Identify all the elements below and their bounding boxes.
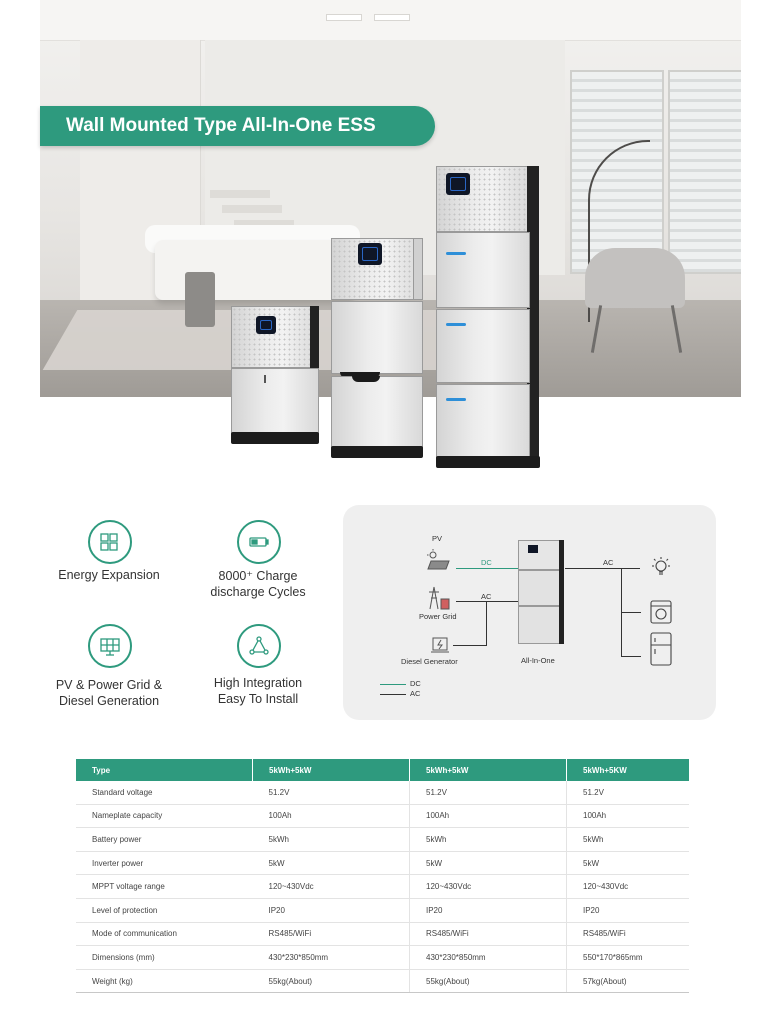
power-grid-label: Power Grid bbox=[419, 612, 457, 621]
spec-label-cell: Weight (kg) bbox=[76, 969, 253, 993]
ac-output-line bbox=[621, 612, 641, 613]
feature-integration bbox=[178, 675, 338, 707]
handle-icon bbox=[264, 375, 266, 383]
all-in-one-label: All-In-One bbox=[521, 656, 555, 665]
inverter-module bbox=[231, 306, 319, 368]
spec-value-cell: IP20 bbox=[253, 898, 410, 922]
feature-energy-expansion bbox=[29, 567, 189, 583]
display-screen-icon bbox=[256, 316, 276, 334]
light-bulb-icon bbox=[649, 555, 673, 584]
spec-value-cell: IP20 bbox=[410, 898, 567, 922]
battery-module bbox=[231, 368, 319, 434]
spec-label-cell: Nameplate capacity bbox=[76, 804, 253, 828]
side-table bbox=[185, 272, 215, 327]
spec-value-cell: RS485/WiFi bbox=[567, 922, 690, 946]
solar-panel-icon bbox=[88, 624, 132, 668]
ceiling bbox=[40, 0, 741, 41]
legend-dc-label: DC bbox=[410, 679, 421, 688]
table-header-cell: 5kWh+5kW bbox=[410, 759, 567, 781]
spec-label-cell: Mode of communication bbox=[76, 922, 253, 946]
spec-value-cell: 5kW bbox=[567, 851, 690, 875]
spec-label-cell: Inverter power bbox=[76, 851, 253, 875]
spec-value-cell: IP20 bbox=[567, 898, 690, 922]
spec-value-cell: 51.2V bbox=[410, 781, 567, 804]
spec-value-cell: 51.2V bbox=[567, 781, 690, 804]
ac-line bbox=[453, 645, 487, 646]
unit-base bbox=[331, 446, 423, 458]
status-led-icon bbox=[446, 398, 466, 401]
spec-value-cell: 55kg(About) bbox=[410, 969, 567, 993]
unit-base bbox=[231, 432, 319, 444]
spec-value-cell: 5kWh bbox=[410, 828, 567, 852]
battery-module bbox=[331, 301, 423, 374]
table-row bbox=[76, 898, 689, 922]
ac-output-label: AC bbox=[603, 558, 614, 567]
table-header-cell: Type bbox=[76, 759, 253, 781]
spec-value-cell: 57kg(About) bbox=[567, 969, 690, 993]
ac-output-line bbox=[621, 656, 641, 657]
spec-value-cell: 100Ah bbox=[567, 804, 690, 828]
washing-machine-icon bbox=[649, 599, 673, 630]
table-header-cell: 5kWh+5kW bbox=[253, 759, 410, 781]
spec-value-cell: RS485/WiFi bbox=[410, 922, 567, 946]
spec-value-cell: 51.2V bbox=[253, 781, 410, 804]
feature-label-line: 8000⁺ Charge bbox=[218, 569, 298, 583]
spec-value-cell: 120~430Vdc bbox=[567, 875, 690, 899]
handle-icon bbox=[352, 376, 380, 382]
feature-label-line: High Integration bbox=[213, 676, 303, 690]
display-screen-icon bbox=[446, 173, 470, 195]
spec-label-cell: MPPT voltage range bbox=[76, 875, 253, 899]
table-row bbox=[76, 946, 689, 970]
stair-step bbox=[222, 205, 282, 213]
spec-value-cell: 430*230*850mm bbox=[253, 946, 410, 970]
ac-grid-label: AC bbox=[481, 592, 492, 601]
battery-module bbox=[436, 232, 530, 308]
spec-label-cell: Dimensions (mm) bbox=[76, 946, 253, 970]
spec-value-cell: 120~430Vdc bbox=[253, 875, 410, 899]
spec-value-cell: 100Ah bbox=[253, 804, 410, 828]
spec-value-cell: 120~430Vdc bbox=[410, 875, 567, 899]
spec-table bbox=[76, 759, 689, 993]
feature-label-line: PV & Power Grid & bbox=[55, 678, 163, 692]
feature-label-line: Diesel Generation bbox=[58, 694, 160, 708]
ac-output-line bbox=[565, 568, 640, 569]
legend-ac-line bbox=[380, 694, 406, 695]
side-panel bbox=[413, 238, 423, 300]
spec-value-cell: 100Ah bbox=[410, 804, 567, 828]
feature-label-line: Energy Expansion bbox=[58, 568, 160, 582]
solar-panel-icon bbox=[425, 549, 451, 576]
spec-value-cell: 5kW bbox=[410, 851, 567, 875]
table-row bbox=[76, 875, 689, 899]
modules-expansion-icon bbox=[88, 520, 132, 564]
ac-line bbox=[456, 601, 518, 602]
spec-value-cell: 5kW bbox=[253, 851, 410, 875]
all-in-one-unit-icon bbox=[518, 540, 564, 645]
page-title: Wall Mounted Type All-In-One ESS bbox=[66, 115, 376, 136]
spec-value-cell: 550*170*865mm bbox=[567, 946, 690, 970]
legend-ac-label: AC bbox=[410, 689, 421, 698]
spec-label-cell: Standard voltage bbox=[76, 781, 253, 804]
title-banner bbox=[40, 106, 435, 146]
pv-label: PV bbox=[432, 534, 443, 543]
stair-step bbox=[210, 190, 270, 198]
legend-dc-line bbox=[380, 684, 406, 685]
spec-value-cell: 55kg(About) bbox=[253, 969, 410, 993]
spec-value-cell: 5kWh bbox=[567, 828, 690, 852]
battery-module bbox=[436, 384, 530, 458]
spec-value-cell: RS485/WiFi bbox=[253, 922, 410, 946]
dc-label: DC bbox=[481, 558, 492, 567]
status-led-icon bbox=[446, 323, 466, 326]
table-row bbox=[76, 828, 689, 852]
table-header-row bbox=[76, 759, 689, 781]
spec-value-cell: 5kWh bbox=[253, 828, 410, 852]
table-row bbox=[76, 851, 689, 875]
dc-line bbox=[456, 568, 518, 569]
status-led-icon bbox=[446, 252, 466, 255]
feature-label-line: Easy To Install bbox=[217, 692, 299, 706]
battery-charge-icon bbox=[237, 520, 281, 564]
ceiling-light bbox=[326, 14, 362, 21]
feature-charge-cycles bbox=[178, 568, 338, 600]
battery-module bbox=[331, 376, 423, 448]
table-row bbox=[76, 804, 689, 828]
table-row bbox=[76, 781, 689, 804]
system-diagram bbox=[343, 505, 716, 720]
battery-module bbox=[436, 309, 530, 383]
spec-value-cell: 430*230*850mm bbox=[410, 946, 567, 970]
unit-base bbox=[436, 456, 540, 468]
ceiling-light bbox=[374, 14, 410, 21]
spec-label-cell: Level of protection bbox=[76, 898, 253, 922]
feature-label-line: discharge Cycles bbox=[210, 585, 306, 599]
armchair bbox=[585, 248, 685, 308]
ac-line bbox=[486, 601, 487, 645]
integration-triangle-icon bbox=[237, 624, 281, 668]
feature-power-sources bbox=[29, 677, 189, 709]
table-row bbox=[76, 922, 689, 946]
table-header-cell: 5kWh+5KW bbox=[567, 759, 690, 781]
window-blinds bbox=[668, 70, 741, 274]
table-row bbox=[76, 969, 689, 993]
spec-label-cell: Battery power bbox=[76, 828, 253, 852]
display-screen-icon bbox=[358, 243, 382, 265]
diesel-generator-label: Diesel Generator bbox=[401, 657, 458, 666]
refrigerator-icon bbox=[649, 631, 673, 672]
